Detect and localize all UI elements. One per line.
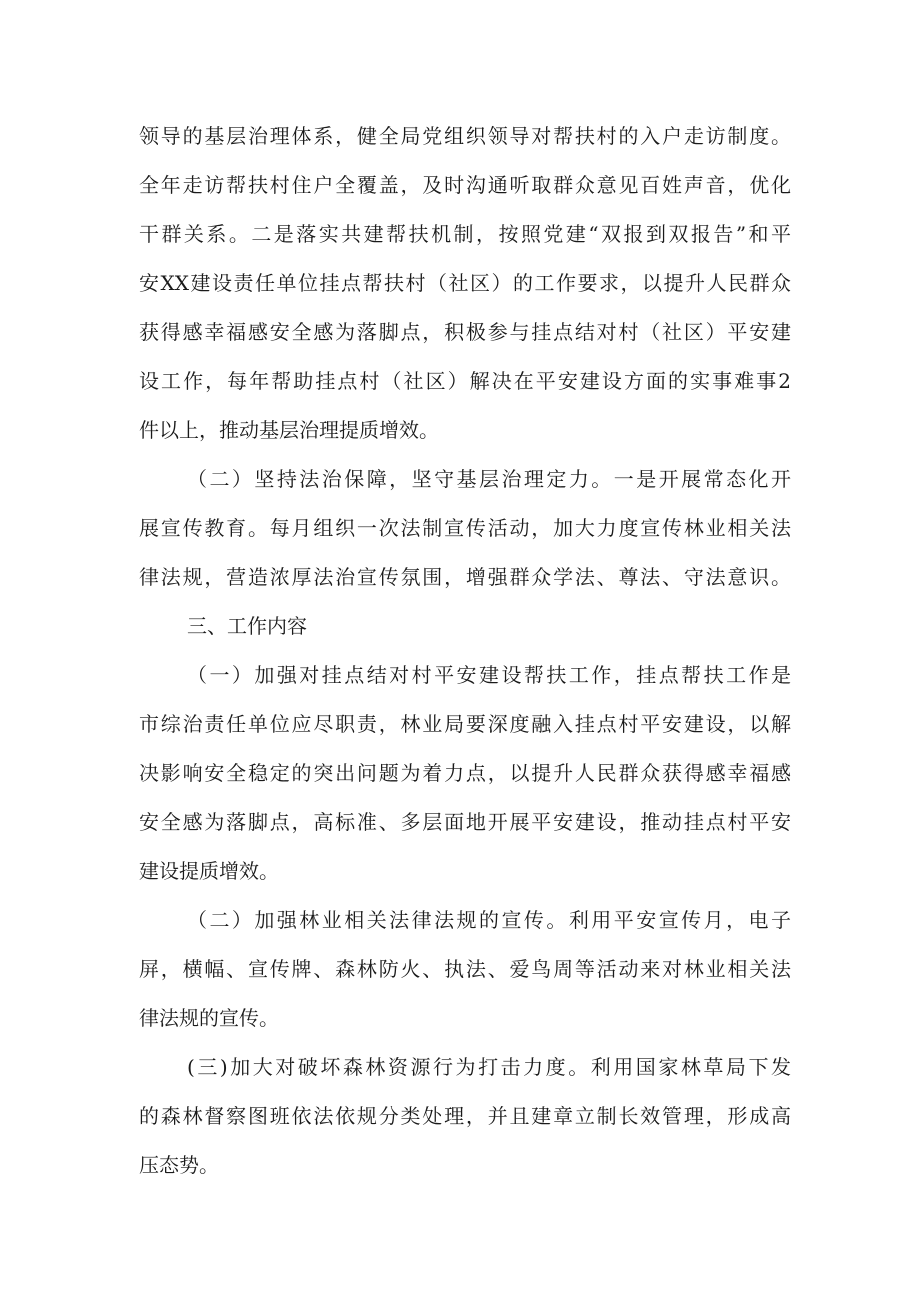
text-line: 决影响安全稳定的突出问题为着力点，以提升人民群众获得感幸福感 — [139, 761, 791, 785]
text-line: 律法规的宣传。 — [139, 1006, 279, 1030]
text-line: 建设提质增效。 — [139, 859, 279, 883]
text-line: 展宣传教育。每月组织一次法制宣传活动，加大力度宣传林业相关法 — [139, 516, 791, 540]
text-line: 获得感幸福感安全感为落脚点，积极参与挂点结对村（社区）平安建 — [139, 320, 791, 344]
text-line: 屏，横幅、宣传牌、森林防火、执法、爱鸟周等活动来对林业相关法 — [139, 957, 791, 981]
text-line: 律法规，营造浓厚法治宣传氛围，增强群众学法、尊法、守法意识。 — [139, 565, 791, 589]
text-line: 的森林督察图班依法依规分类处理，并且建章立制长效管理，形成高 — [139, 1104, 791, 1128]
paragraph-first-line: （二）加强林业相关法律法规的宣传。利用平安宣传月，电子 — [187, 908, 791, 932]
paragraph-first-line: （二）坚持法治保障，坚守基层治理定力。一是开展常态化开 — [187, 467, 791, 491]
text-line: 市综治责任单位应尽职责，林业局要深度融入挂点村平安建设，以解 — [139, 712, 791, 736]
text-line: 领导的基层治理体系，健全局党组织领导对帮扶村的入户走访制度。 — [139, 124, 791, 148]
text-line: 全年走访帮扶村住户全覆盖，及时沟通听取群众意见百姓声音，优化 — [139, 173, 791, 197]
text-line: 件以上，推动基层治理提质增效。 — [139, 418, 439, 442]
text-line: 安全感为落脚点，高标准、多层面地开展平安建设，推动挂点村平安 — [139, 810, 791, 834]
section-heading: 三、工作内容 — [187, 614, 307, 638]
paragraph-first-line: （一）加强对挂点结对村平安建设帮扶工作，挂点帮扶工作是 — [187, 663, 791, 687]
text-line: 安XX建设责任单位挂点帮扶村（社区）的工作要求，以提升人民群众 — [139, 271, 791, 295]
text-line: 干群关系。二是落实共建帮扶机制，按照党建“双报到双报告”和平 — [139, 222, 791, 246]
text-line: 压态势。 — [139, 1153, 219, 1177]
paragraph-first-line: (三)加大对破坏森林资源行为打击力度。利用国家林草局下发 — [187, 1055, 791, 1079]
text-line: 设工作，每年帮助挂点村（社区）解决在平安建设方面的实事难事2 — [139, 369, 791, 393]
